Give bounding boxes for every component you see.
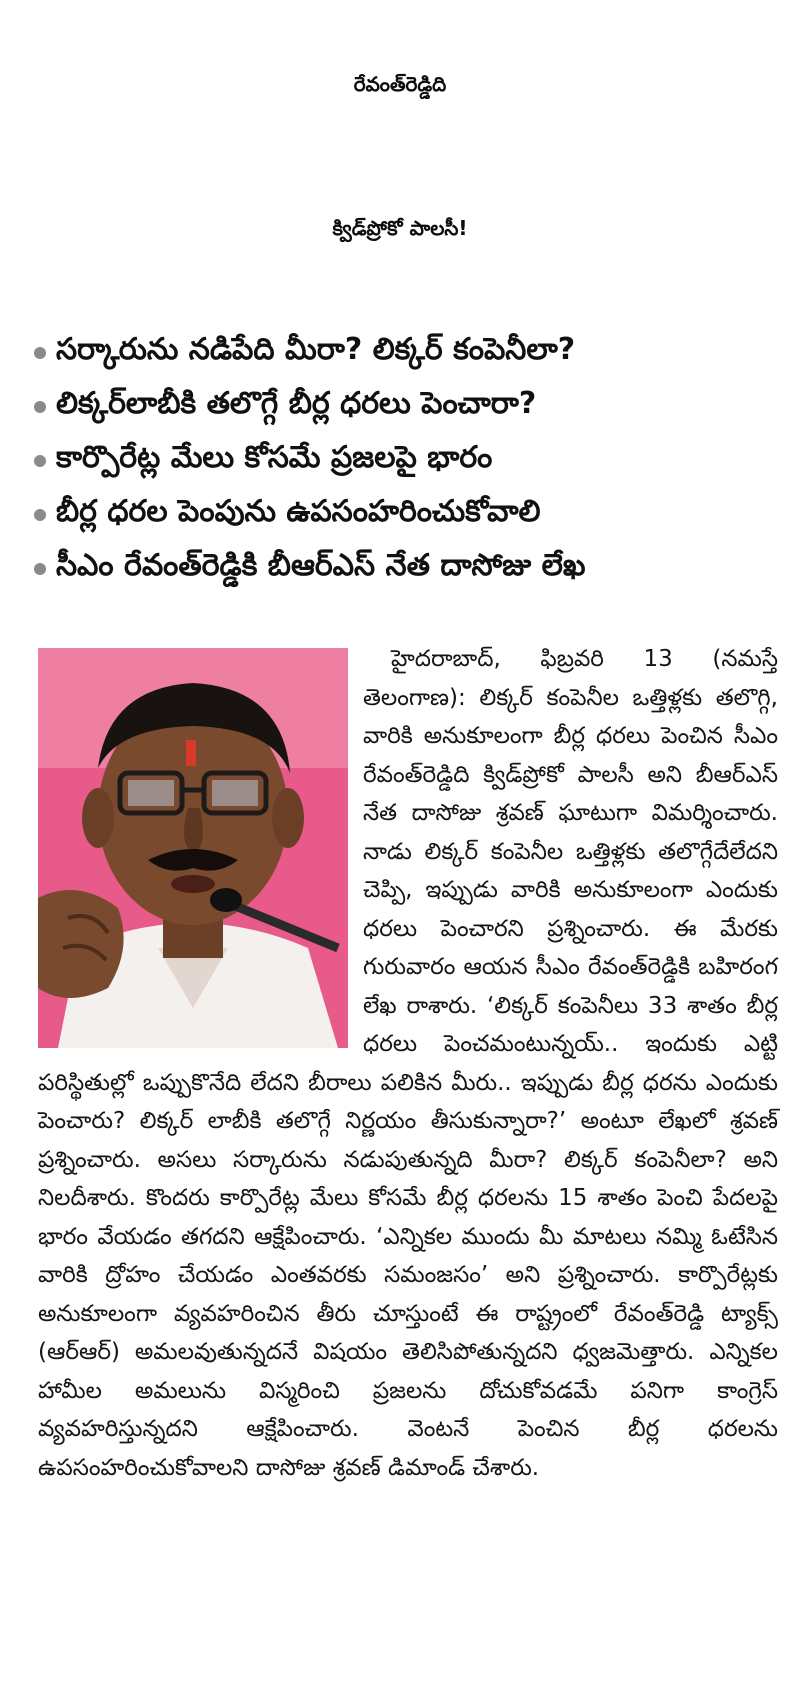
article-body <box>38 640 778 1487</box>
bullet-dot-icon <box>34 563 46 575</box>
highlight-bullet <box>34 434 774 488</box>
headline-line-2: క్విడ్‌ప్రోకో పాలసీ! <box>332 216 468 240</box>
article-paragraph: హైదరాబాద్, ఫిబ్రవరి 13 (నమస్తే తెలంగాణ): లిక్కర్ కంపెనీల ఒత్తిళ్లకు తలొగ్గి, వారికి అనుకూలంగా బీర్ల ధరలు పెంచిన సీఎం రేవంత్‌రెడ్డిది క్విడ్‌ప్రోకో పాలసీ అని బీఆర్ఎస్ నేత దాసోజు శ్రవణ్ ఘాటుగా విమర్శించారు. నాడు లిక్కర్ కంపెనీల ఒత్తిళ్లకు తలొగ్గేదేలేదని చెప్పి, ఇప్పుడు వారికి అనుకూలంగా ఎందుకు ధరలు పెంచారని ప్రశ్నించారు. ఈ మేరకు గురువారం ఆయన సీఎం రేవంత్‌రెడ్డికి బహిరంగ లేఖ రాశారు. ‘లిక్కర్ కంపెనీలు 33 శాతం బీర్ల ధరలు పెంచమంటున్నయ్.. ఇందుకు ఎట్టి పరిస్థితుల్లో ఒప్పుకొనేది లేదని బీరాలు పలికిన మీరు.. ఇప్పుడు బీర్ల ధరను ఎందుకు పెంచారు? లిక్కర్ లాబీకి తలొగ్గే నిర్ణయం తీసుకున్నారా?’ అంటూ లేఖలో శ్రవణ్ ప్రశ్నించారు. అసలు సర్కారును నడుపుతున్నది మీరా? లిక్కర్ కంపెనీలా? అని నిలదీశారు. కొందరు కార్పొరేట్ల మేలు కోసమే బీర్ల ధరలను 15 శాతం పెంచి పేదలపై భారం వేయడం తగదని ఆక్షేపించారు. ‘ఎన్నికల ముందు మీ మాటలు నమ్మి ఓటేసిన వారికి ద్రోహం చేయడం ఎంతవరకు సమంజసం’ అని ప్రశ్నించారు. కార్పొరేట్లకు అనుకూలంగా వ్యవహరించిన తీరు చూస్తుంటే ఈ రాష్ట్రంలో రేవంత్‌రెడ్డి ట్యాక్స్ (ఆర్‌ఆర్) అమలవుతున్నదనే విషయం తెలిసిపోతున్నదని ధ్వజమెత్తారు. ఎన్నికల హామీల అమలును విస్మరించి ప్రజలను దోచుకోవడమే పనిగా కాంగ్రెస్ వ్యవహరిస్తున్నదని ఆక్షేపించారు. వెంటనే పెంచిన బీర్ల ధరలను ఉపసంహరించుకోవాలని దాసోజు శ్రవణ్ డిమాండ్ చేశారు. <box>38 646 778 1481</box>
highlight-bullet-text: సర్కారును నడిపేది మీరా? లిక్కర్ కంపెనీలా? <box>56 332 576 367</box>
bullet-dot-icon <box>34 401 46 413</box>
highlight-bullet-list <box>34 326 774 596</box>
highlight-bullet <box>34 542 774 596</box>
highlight-bullet <box>34 380 774 434</box>
highlight-bullet-text: సీఎం రేవంత్‌రెడ్డికి బీఆర్ఎస్ నేత దాసోజు లేఖ <box>56 548 586 583</box>
highlight-bullet-text: బీర్ల ధరల పెంపును ఉపసంహరించుకోవాలి <box>56 494 541 529</box>
photo-wrap-spacer <box>38 640 363 1045</box>
bullet-dot-icon <box>34 455 46 467</box>
highlight-bullet-text: లిక్కర్‌లాబీకి తలొగ్గే బీర్ల ధరలు పెంచారా? <box>56 386 537 421</box>
headline-line-1: రేవంత్‌రెడ్డిది <box>353 72 447 96</box>
highlight-bullet <box>34 488 774 542</box>
bullet-dot-icon <box>34 347 46 359</box>
highlight-bullet-text: కార్పొరేట్ల మేలు కోసమే ప్రజలపై భారం <box>56 440 493 475</box>
highlight-bullet <box>34 326 774 380</box>
bullet-dot-icon <box>34 509 46 521</box>
